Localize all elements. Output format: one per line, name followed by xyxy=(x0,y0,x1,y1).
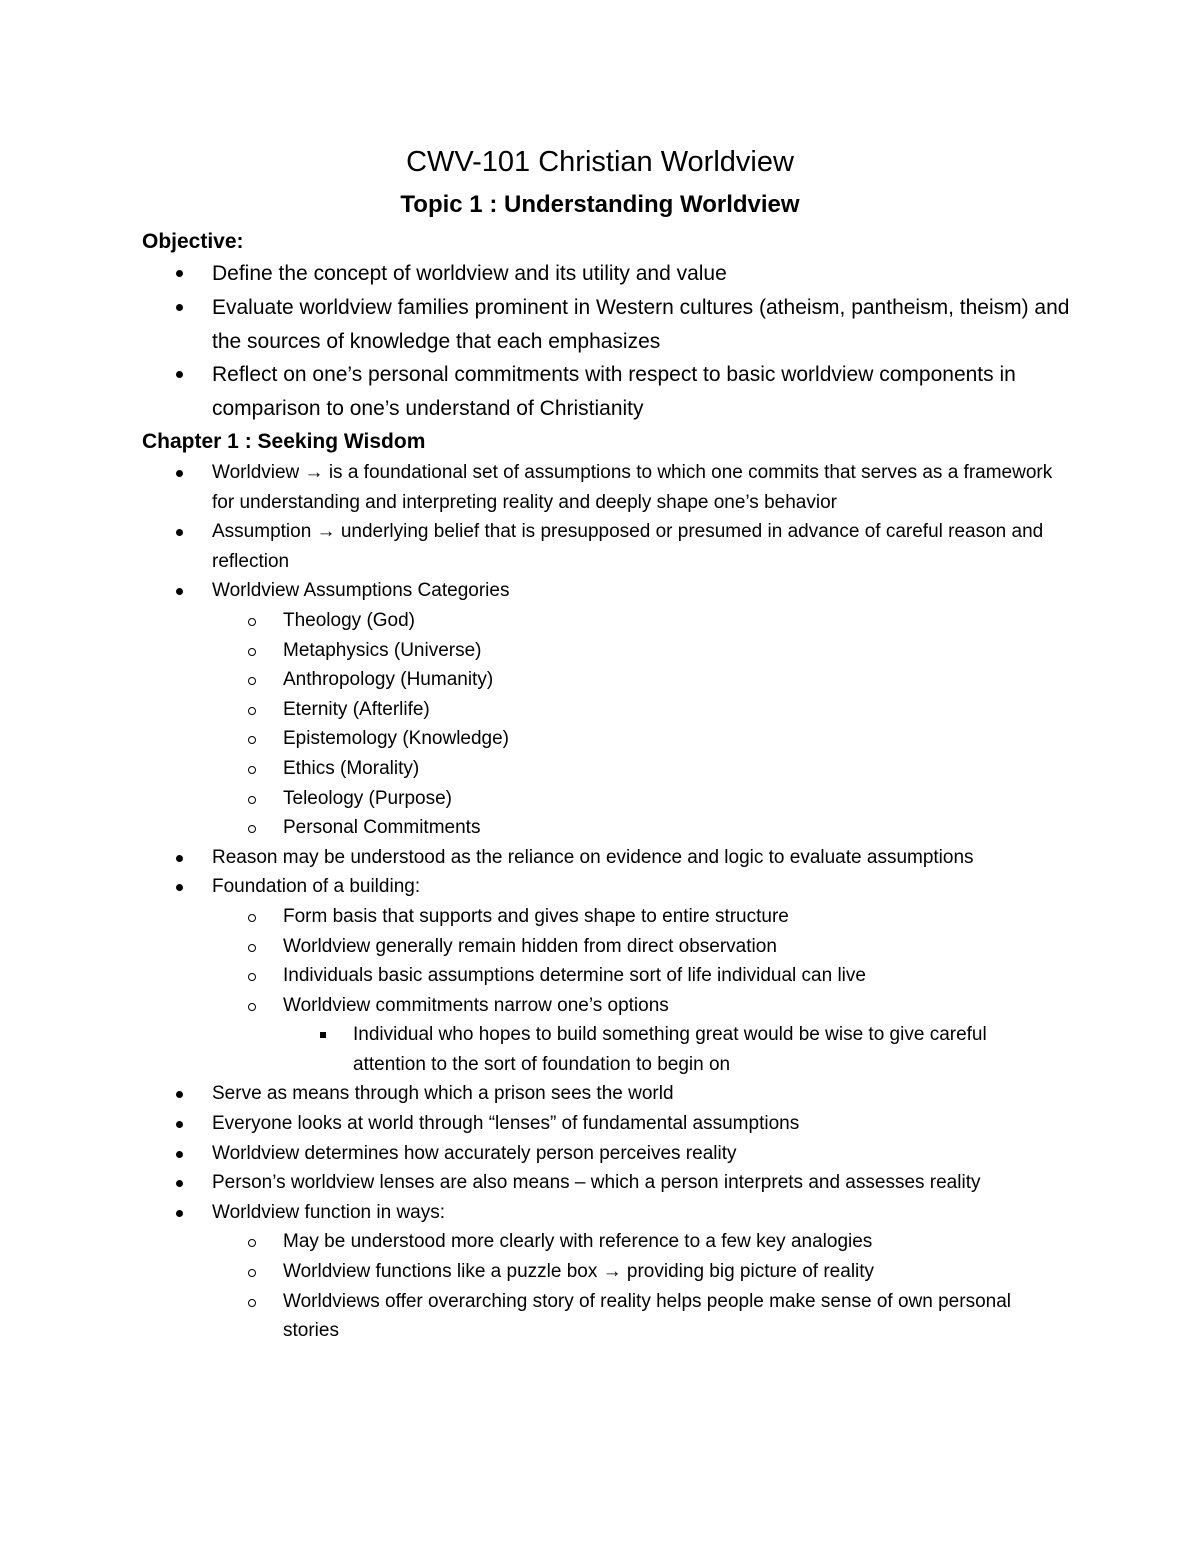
document-subtitle: Topic 1 : Understanding Worldview xyxy=(400,191,800,218)
foundation-item: Worldview commitments narrow one’s options xyxy=(0,991,1072,1021)
list-item: Worldview determines how accurately person perceives reality xyxy=(0,1139,1072,1169)
category-item: Theology (God) xyxy=(0,606,1072,636)
bullet-circle-icon xyxy=(248,648,256,656)
category-item: Teleology (Purpose) xyxy=(0,784,1072,814)
list-item: Worldview → is a foundational set of assumptions to which one commits that serves as a framework for understanding and interpreting reality and deeply shape one’s behavior xyxy=(0,458,1072,517)
bullet-dot-icon xyxy=(176,1210,183,1217)
bullet-dot-icon xyxy=(176,1121,183,1128)
list-item: Serve as means through which a prison sees the world xyxy=(0,1079,1072,1109)
function-item: Worldview functions like a puzzle box → providing big picture of reality xyxy=(0,1257,1072,1287)
bullet-circle-icon xyxy=(248,618,256,626)
category-item: Epistemology (Knowledge) xyxy=(0,724,1072,754)
bullet-square-icon xyxy=(320,1032,326,1038)
foundation-subitem: Individual who hopes to build something great would be wise to give careful attention to the sort of foundation to begin on xyxy=(0,1020,1072,1079)
list-item: Worldview Assumptions Categories xyxy=(0,576,1072,606)
bullet-dot-icon xyxy=(176,304,183,311)
objective-item: Reflect on one’s personal commitments with respect to basic worldview components in comparison to one’s understand of Christianity xyxy=(0,358,1072,426)
objective-heading: Objective: xyxy=(142,230,244,253)
chapter-notes-list xyxy=(0,458,1072,1346)
foundation-item: Form basis that supports and gives shape to entire structure xyxy=(0,902,1072,932)
list-item: Reason may be understood as the reliance on evidence and logic to evaluate assumptions xyxy=(0,843,1072,873)
category-item: Anthropology (Humanity) xyxy=(0,665,1072,695)
bullet-dot-icon xyxy=(176,270,183,277)
foundation-item: Worldview generally remain hidden from direct observation xyxy=(0,932,1072,962)
bullet-circle-icon xyxy=(248,1299,256,1307)
bullet-circle-icon xyxy=(248,766,256,774)
chapter-heading: Chapter 1 : Seeking Wisdom xyxy=(142,430,426,453)
bullet-circle-icon xyxy=(248,796,256,804)
bullet-dot-icon xyxy=(176,470,183,477)
bullet-circle-icon xyxy=(248,707,256,715)
function-item: May be understood more clearly with reference to a few key analogies xyxy=(0,1227,1072,1257)
list-item: Everyone looks at world through “lenses” of fundamental assumptions xyxy=(0,1109,1072,1139)
objective-item: Evaluate worldview families prominent in Western cultures (atheism, pantheism, theism) and the sources of knowledge that each emphasizes xyxy=(0,291,1072,359)
document-title: CWV-101 Christian Worldview xyxy=(406,146,794,178)
objectives-list xyxy=(0,257,1072,426)
bullet-circle-icon xyxy=(248,914,256,922)
foundation-item: Individuals basic assumptions determine sort of life individual can live xyxy=(0,961,1072,991)
bullet-dot-icon xyxy=(176,855,183,862)
category-item: Ethics (Morality) xyxy=(0,754,1072,784)
bullet-circle-icon xyxy=(248,944,256,952)
objective-item: Define the concept of worldview and its utility and value xyxy=(0,257,1072,291)
list-item: Person’s worldview lenses are also means – which a person interprets and assesses reality xyxy=(0,1168,1072,1198)
bullet-circle-icon xyxy=(248,1003,256,1011)
bullet-circle-icon xyxy=(248,1269,256,1277)
list-item: Assumption → underlying belief that is presupposed or presumed in advance of careful reason and reflection xyxy=(0,517,1072,576)
list-item: Worldview function in ways: xyxy=(0,1198,1072,1228)
bullet-dot-icon xyxy=(176,1151,183,1158)
category-item: Personal Commitments xyxy=(0,813,1072,843)
category-item: Metaphysics (Universe) xyxy=(0,636,1072,666)
list-item: Foundation of a building: xyxy=(0,872,1072,902)
category-item: Eternity (Afterlife) xyxy=(0,695,1072,725)
function-item: Worldviews offer overarching story of reality helps people make sense of own personal stories xyxy=(0,1287,1072,1346)
